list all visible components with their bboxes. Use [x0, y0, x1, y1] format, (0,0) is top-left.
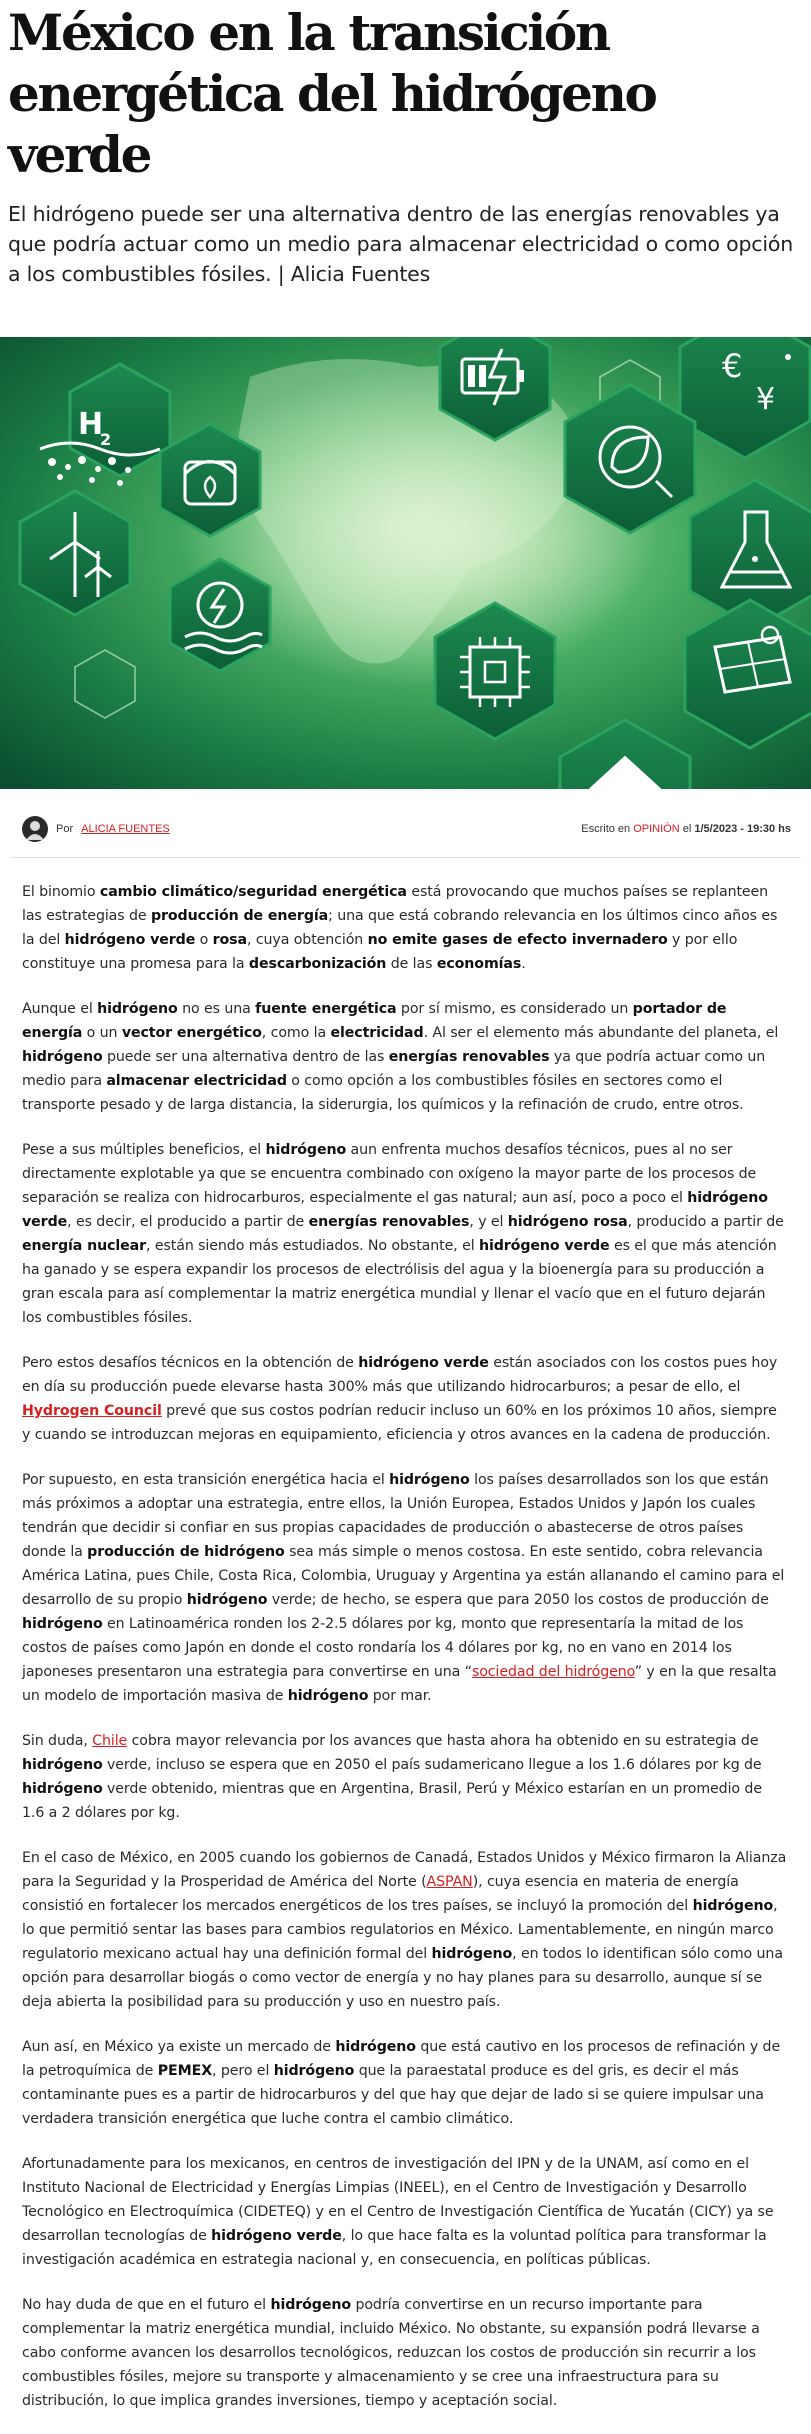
text-segment: . [521, 956, 526, 972]
bold-text: rosa [212, 932, 247, 948]
author-avatar-icon [22, 816, 48, 842]
text-segment: ), cuya esencia en materia de energía consistió en fortalecer los mercados energéticos de los tres países, se incluyó la promoción del [22, 1874, 739, 1914]
article-title: México en la transición energética del hidrógeno verde [8, 3, 656, 184]
text-segment: , en todos lo identifican sólo como una opción para desarrollar biogás o como vector de energía y no hay planes para su desarrollo, aunque sí se deja abierta la posibilidad para su producción y uso en nuestro país. [22, 1946, 783, 2010]
bold-text: cambio climático/seguridad energética [99, 884, 407, 900]
text-segment: Aun así, en México ya existe un mercado de [22, 2039, 336, 2055]
paragraph [22, 1729, 788, 1825]
text-segment: no es una [177, 1001, 256, 1017]
text-segment: , es decir, el producido a partir de [67, 1214, 309, 1230]
date-prefix: el [682, 823, 692, 835]
byline-author [10, 816, 170, 842]
inline-link[interactable]: Chile [92, 1733, 128, 1749]
paragraph [22, 1468, 788, 1708]
author-avatar[interactable] [22, 816, 48, 842]
bold-text: hidrógeno [273, 2063, 355, 2079]
inline-link[interactable]: Hydrogen Council [22, 1403, 162, 1419]
byline-by-prefix: Por [56, 823, 74, 835]
hero-image [0, 337, 811, 789]
bold-text: no emite gases de efecto invernadero [367, 932, 668, 948]
bold-text: descarbonización [248, 956, 387, 972]
bold-text: hidrógeno [692, 1898, 774, 1914]
paragraph [22, 1351, 788, 1447]
bold-text: energías renovables [388, 1049, 550, 1065]
section-link[interactable]: OPINIÓN [633, 823, 680, 835]
text-segment: que está cautivo en los procesos de refinación y de la petroquímica de [22, 2039, 781, 2079]
paragraph [22, 1846, 788, 2014]
text-segment: cobra mayor relevancia por los avances que hasta ahora ha obtenido en su estrategia de [127, 1733, 759, 1749]
text-segment: ” y en la que resalta un modelo de importación masiva de [22, 1664, 777, 1704]
bold-text: electricidad [330, 1025, 424, 1041]
text-segment: y por ello constituye una promesa para la [22, 932, 738, 972]
bold-text: hidrógeno [270, 2297, 352, 2313]
bold-text: hidrógeno [186, 1592, 268, 1608]
text-segment: Aunque el [22, 1001, 98, 1017]
text-segment: El binomio [22, 884, 100, 900]
svg-text:¥: ¥ [756, 382, 776, 417]
byline [10, 801, 801, 857]
text-segment: por mar. [368, 1688, 432, 1704]
bold-text: hidrógeno [22, 1781, 103, 1797]
written-prefix: Escrito en [581, 823, 631, 835]
paragraph [22, 2152, 788, 2272]
text-segment: Pese a sus múltiples beneficios, el [22, 1142, 266, 1158]
bold-text: hidrógeno [97, 1001, 178, 1017]
text-segment: , pero el [212, 2063, 274, 2079]
bold-text: hidrógeno [22, 1049, 103, 1065]
text-segment: podría convertirse en un recurso importante para complementar la matriz energética mundial, incluido México. No obstante, su expansión podrá llevarse a cabo conforme avancen los desarrollos tecnológicos, reduzcan los costos de producción sin recurrir a los combustibles fósiles, mejore su transporte y almacenamiento y se cree una infraestructura para su distribución, lo que implica grandes inversiones, tiempo y aceptación social. [22, 2297, 760, 2409]
text-segment: puede ser una alternativa dentro de las [102, 1049, 389, 1065]
text-segment: verde obtenido, mientras que en Argentina, Brasil, Perú y México estarían en un promedio de 1.6 a 2 dólares por kg. [22, 1781, 762, 1821]
text-segment: , cuya obtención [247, 932, 368, 948]
text-segment: aun enfrenta muchos desafíos técnicos, pues al no ser directamente explotable ya que se encuentra combinado con oxígeno la mayor parte de los procesos de separación se realiza con hidrocarburos, especialmente el gas natural; aun así, poco a poco el [22, 1142, 757, 1206]
inline-link[interactable]: ASPAN [426, 1874, 473, 1890]
author-link[interactable]: ALICIA FUENTES [81, 823, 170, 835]
text-segment: , y el [469, 1214, 508, 1230]
bold-text: almacenar electricidad [106, 1073, 287, 1089]
bold-text: hidrógeno [287, 1688, 369, 1704]
bold-text: hidrógeno [335, 2039, 416, 2055]
bold-text: energías renovables [308, 1214, 470, 1230]
bold-text: hidrógeno verde [22, 1190, 768, 1230]
bold-text: hidrógeno [265, 1142, 347, 1158]
article-body [8, 858, 803, 2413]
text-segment: verde; de hecho, se espera que para 2050 los costos de producción de [267, 1592, 769, 1608]
text-segment: sea más simple o menos costosa. En este sentido, cobra relevancia América Latina, pues Chile, Costa Rica, Colombia, Uruguay y Argentina ya están allanando el camino para el desarrollo de su propio [22, 1544, 785, 1608]
text-segment: No hay duda de que en el futuro el [22, 2297, 271, 2313]
bold-text: fuente energética [255, 1001, 397, 1017]
text-segment: están asociados con los costos pues hoy en día su producción puede elevarse hasta 300% más que utilizando hidrocarburos; a pesar de ello, el [22, 1355, 778, 1395]
text-segment: , lo que permitió sentar las bases para cambios regulatorios en México. Lamentablemente, en ningún marco regulatorio mexicano actual hay una definición formal del [22, 1898, 778, 1962]
text-segment: , producido a partir de [627, 1214, 784, 1230]
bold-text: vector energético [121, 1025, 262, 1041]
text-segment: Sin duda, [22, 1733, 93, 1749]
text-segment: o como opción a los combustibles fósiles en sectores como el transporte pesado y de larga distancia, la siderurgia, los químicos y la refinación de crudo, entre otros. [22, 1073, 744, 1113]
text-segment: , como la [261, 1025, 331, 1041]
paragraph [22, 2035, 788, 2131]
text-segment: es el que más atención ha ganado y se espera expandir los procesos de electrólisis del agua y la bioenergía para su producción a gran escala para así complementar la matriz energética mundial y llenar el vacío que en el futuro dejarán los combustibles fósiles. [22, 1238, 777, 1326]
text-segment: En el caso de México, en 2005 cuando los gobiernos de Canadá, Estados Unidos y México firmaron la Alianza para la Seguridad y la Prosperidad de América del Norte ( [22, 1850, 787, 1890]
paragraph [22, 2293, 788, 2413]
inline-link[interactable]: sociedad del hidrógeno [471, 1664, 635, 1680]
text-segment: Pero estos desafíos técnicos en la obtención de [22, 1355, 359, 1371]
text-segment: los países desarrollados son los que están más próximos a adoptar una estrategia, entre ellos, la Unión Europea, Estados Unidos y Japón los cuales tendrán que decidir si confiar en sus propias capacidades de producción o abastecerse de otros países donde la [22, 1472, 769, 1560]
text-segment: prevé que sus costos podrían reducir incluso un 60% en los próximos 10 años, siempre y cuando se introduzcan mejoras en equipamiento, eficiencia y otros avances en la cadena de producción. [22, 1403, 777, 1443]
publish-date: 1/5/2023 - 19:30 hs [694, 823, 791, 835]
text-segment: , lo que hace falta es la voluntad política para transformar la investigación académica en estrategia nacional y, en consecuencia, en políticas públicas. [22, 2228, 767, 2268]
bold-text: PEMEX [157, 2063, 213, 2079]
text-segment: por sí mismo, es considerado un [396, 1001, 633, 1017]
bold-text: hidrógeno verde [211, 2228, 342, 2244]
article-subtitle: El hidrógeno puede ser una alternativa dentro de las energías renovables ya que podría actuar como un medio para almacenar electricidad o como opción a los combustibles fósiles. | Alicia Fuentes [8, 202, 794, 286]
bold-text: economías [436, 956, 522, 972]
bold-text: hidrógeno verde [478, 1238, 610, 1254]
paragraph [22, 1138, 788, 1330]
bold-text: hidrógeno [389, 1472, 470, 1488]
bold-text: hidrógeno verde [358, 1355, 489, 1371]
text-segment: verde, incluso se espera que en 2050 el país sudamericano llegue a los 1.6 dólares por kg de [102, 1757, 762, 1773]
svg-text:€: € [722, 347, 743, 385]
text-segment: ya que podría actuar como un medio para [22, 1049, 766, 1089]
text-segment: o un [82, 1025, 122, 1041]
text-segment: Por supuesto, en esta transición energética hacia el [22, 1472, 390, 1488]
text-segment: ; una que está cobrando relevancia en los últimos cinco años es la del [22, 908, 778, 948]
paragraph [22, 880, 788, 976]
bold-text: producción de energía [150, 908, 329, 924]
text-segment: . Al ser el elemento más abundante del planeta, el [423, 1025, 779, 1041]
text-segment: Afortunadamente para los mexicanos, en centros de investigación del IPN y de la UNAM, así como en el Instituto Nacional de Electricidad y Energías Limpias (INEEL), en el Centro de Investigación y Desarrollo Tecnológico en Electroquímica (CIDETEQ) y en el Centro de Investigación Científica de Yucatán (CICY) ya se desarrollan tecnologías de [22, 2156, 774, 2244]
text-segment: que la paraestatal produce es del gris, es decir el más contaminante pues es a partir de hidrocarburos y del que hay que dejar de lado si se quiere impulsar una verdadera transición energética que luche contra el cambio climático. [22, 2063, 764, 2127]
bold-text: portador de energía [22, 1001, 727, 1041]
bold-text: energía nuclear [22, 1238, 147, 1254]
text-segment: , están siendo más estudiados. No obstante, el [146, 1238, 479, 1254]
text-segment: está provocando que muchos países se replanteen las estrategias de [22, 884, 769, 924]
bold-text: hidrógeno rosa [507, 1214, 628, 1230]
byline-meta [581, 823, 801, 835]
text-segment: en Latinoamérica ronden los 2-2.5 dólares por kg, monto que representaría la mitad de los costos de países como Japón en donde el costo rondaría los 4 dólares por kg, no en vano en 2014 los japoneses presentaron una estrategia para convertirse en una “ [22, 1616, 744, 1680]
svg-text:H: H [78, 407, 104, 442]
bold-text: hidrógeno [22, 1616, 103, 1632]
text-segment: o [195, 932, 213, 948]
text-segment: de las [386, 956, 437, 972]
paragraph [22, 997, 788, 1117]
bold-text: producción de hidrógeno [87, 1544, 285, 1560]
svg-text:2: 2 [100, 430, 112, 449]
bold-text: hidrógeno [22, 1757, 103, 1773]
bold-text: hidrógeno [431, 1946, 513, 1962]
bold-text: hidrógeno verde [64, 932, 196, 948]
